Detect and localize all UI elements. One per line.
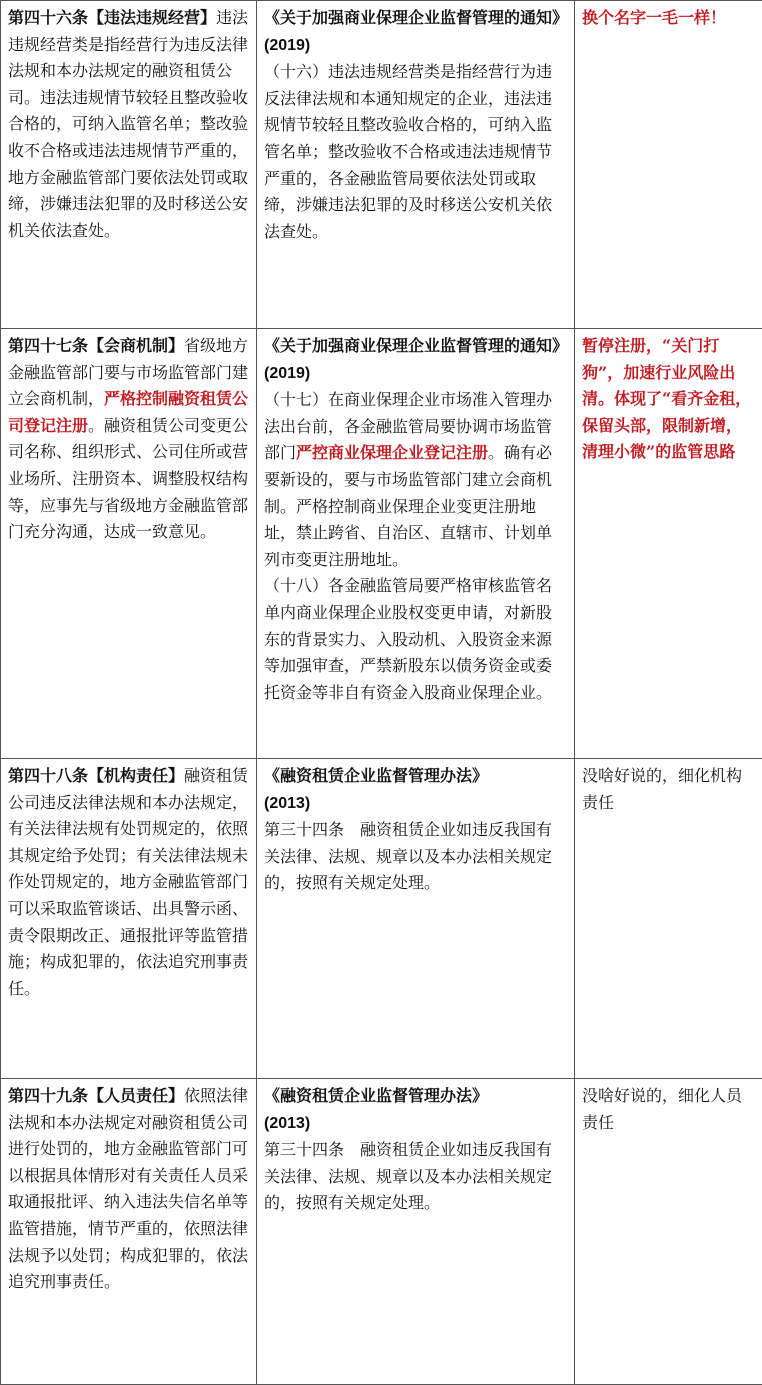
comment-cell bbox=[575, 1, 762, 329]
old-article-text: （十六）违法违规经营类是指经营行为违反法律法规和本通知规定的企业，违法违规情节较轻且整改验收合格的，可纳入监管名单；整改验收不合格或违法违规情节严重的，各金融监管局要依法处罚或取缔，涉嫌违法犯罪的及时移送公安机关依法查处。 bbox=[264, 59, 567, 245]
source-document-title: 《关于加强商业保理企业监督管理的通知》 bbox=[264, 336, 568, 355]
table-row bbox=[1, 329, 762, 759]
source-document-title: 《融资租赁企业监督管理办法》 bbox=[264, 1086, 488, 1105]
article-text: 。融资租赁公司变更公司名称、组织形式、公司住所或营业场所、注册资本、调整股权结构等，应事先与省级地方金融监管部门充分沟通，达成一致意见。 bbox=[8, 416, 248, 541]
comment-text: 暂停注册，“关门打狗”，加速行业风险出清。体现了“看齐金租，保留头部，限制新增，清理小微”的监管思路 bbox=[582, 336, 751, 461]
old-article-text: 第三十四条 融资租赁企业如违反我国有关法律、法规、规章以及本办法相关规定的，按照有关规定处理。 bbox=[264, 1137, 567, 1217]
article-heading: 第四十六条【违法违规经营】 bbox=[8, 8, 216, 27]
source-document-title: 《融资租赁企业监督管理办法》 bbox=[264, 766, 488, 785]
table-row bbox=[1, 1079, 762, 1385]
article-heading: 第四十九条【人员责任】 bbox=[8, 1086, 184, 1105]
article-heading: 第四十八条【机构责任】 bbox=[8, 766, 184, 785]
old-rule-cell bbox=[257, 329, 575, 759]
article-text: 。确有必要新设的，要与市场监管部门建立会商机制。严格控制商业保理企业变更注册地址，禁止跨省、自治区、直辖市、计划单列市变更注册地址。 bbox=[264, 443, 552, 568]
old-rule-cell bbox=[257, 1079, 575, 1385]
comment-cell bbox=[575, 759, 762, 1079]
old-rule-cell bbox=[257, 1, 575, 329]
source-year: (2019) bbox=[264, 37, 310, 54]
table-row bbox=[1, 759, 762, 1079]
article-text: 依照法律法规和本办法规定对融资租赁公司进行处罚的，地方金融监管部门可以根据具体情形对有关责任人员采取通报批评、纳入违法失信名单等监管措施，情节严重的，依照法律法规予以处罚；构成犯罪的，依法追究刑事责任。 bbox=[8, 1086, 248, 1291]
highlighted-text: 严控商业保理企业登记注册 bbox=[296, 443, 488, 462]
table-row bbox=[1, 1, 762, 329]
article-text: 融资租赁公司违反法律法规和本办法规定，有关法律法规有处罚规定的，依照其规定给予处罚；有关法律法规未作处罚规定的，地方金融监管部门可以采取监管谈话、出具警示函、责令限期改正、通报批评等监管措施；构成犯罪的，依法追究刑事责任。 bbox=[8, 766, 248, 998]
new-rule-cell bbox=[1, 1079, 257, 1385]
source-year: (2019) bbox=[264, 365, 310, 382]
source-year: (2013) bbox=[264, 1115, 310, 1132]
source-year: (2013) bbox=[264, 795, 310, 812]
comment-text: 换个名字一毛一样！ bbox=[582, 8, 726, 27]
comment-cell bbox=[575, 1079, 762, 1385]
new-rule-cell bbox=[1, 329, 257, 759]
article-text: 省级地方金融监管部门要与市场监管部门建立会商机制， bbox=[8, 336, 248, 408]
comment-text: 没啥好说的，细化人员责任 bbox=[582, 1086, 742, 1132]
old-article-text: （十八）各金融监管局要严格审核监管名单内商业保理企业股权变更申请，对新股东的背景实力、入股动机、入股资金来源等加强审查，严禁新股东以债务资金或委托资金等非自有资金入股商业保理企业。 bbox=[264, 573, 567, 706]
source-document-title: 《关于加强商业保理企业监督管理的通知》 bbox=[264, 8, 568, 27]
article-text: （十七）在商业保理企业市场准入管理办法出台前，各金融监管局要协调市场监管部门 bbox=[264, 390, 552, 462]
new-rule-cell bbox=[1, 759, 257, 1079]
article-heading: 第四十七条【会商机制】 bbox=[8, 336, 184, 355]
comment-cell bbox=[575, 329, 762, 759]
article-text: 违法违规经营类是指经营行为违反法律法规和本办法规定的融资租赁公司。违法违规情节较轻且整改验收合格的，可纳入监管名单；整改验收不合格或违法违规情节严重的，地方金融监管部门要依法处罚或取缔，涉嫌违法犯罪的及时移送公安机关依法查处。 bbox=[8, 8, 248, 240]
comment-text: 没啥好说的，细化机构责任 bbox=[582, 766, 742, 812]
old-article-text: 第三十四条 融资租赁企业如违反我国有关法律、法规、规章以及本办法相关规定的，按照有关规定处理。 bbox=[264, 817, 567, 897]
highlighted-text: 严格控制融资租赁公司登记注册 bbox=[8, 389, 248, 435]
old-article-text bbox=[264, 387, 567, 573]
new-rule-cell bbox=[1, 1, 257, 329]
old-rule-cell bbox=[257, 759, 575, 1079]
